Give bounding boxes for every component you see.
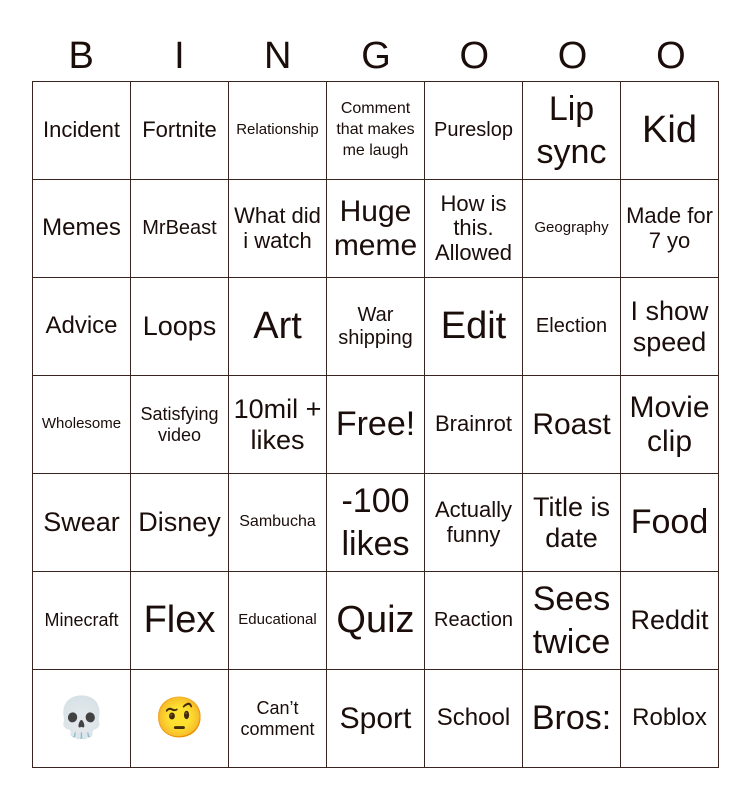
bingo-cell[interactable]: What did i watch: [229, 180, 327, 278]
header-letter: I: [174, 34, 185, 77]
bingo-cell[interactable]: 10mil + likes: [229, 376, 327, 474]
bingo-cell[interactable]: Sambucha: [229, 474, 327, 572]
bingo-cell[interactable]: Reddit: [621, 572, 719, 670]
bingo-cell[interactable]: How is this. Allowed: [425, 180, 523, 278]
bingo-cell[interactable]: Advice: [33, 278, 131, 376]
header-letter: N: [263, 34, 292, 77]
bingo-cell[interactable]: School: [425, 670, 523, 768]
header-letter: O: [459, 34, 490, 77]
bingo-cell[interactable]: Edit: [425, 278, 523, 376]
skull-icon[interactable]: 💀: [33, 670, 131, 768]
bingo-cell[interactable]: I show speed: [621, 278, 719, 376]
bingo-cell[interactable]: Actually funny: [425, 474, 523, 572]
bingo-cell[interactable]: Reaction: [425, 572, 523, 670]
bingo-cell[interactable]: Can’t comment: [229, 670, 327, 768]
bingo-cell[interactable]: Flex: [131, 572, 229, 670]
bingo-cell[interactable]: Pureslop: [425, 82, 523, 180]
header-letter: O: [656, 34, 686, 77]
header-letter: O: [557, 34, 588, 77]
bingo-cell[interactable]: Kid: [621, 82, 719, 180]
bingo-cell[interactable]: Sees twice: [523, 572, 621, 670]
bingo-cell[interactable]: Lip sync: [523, 82, 621, 180]
bingo-cell[interactable]: Wholesome: [33, 376, 131, 474]
bingo-cell[interactable]: Huge meme: [327, 180, 425, 278]
bingo-cell[interactable]: Roblox: [621, 670, 719, 768]
bingo-cell[interactable]: Brainrot: [425, 376, 523, 474]
bingo-cell[interactable]: Satisfying video: [131, 376, 229, 474]
bingo-cell[interactable]: Art: [229, 278, 327, 376]
bingo-cell[interactable]: Minecraft: [33, 572, 131, 670]
bingo-cell[interactable]: MrBeast: [131, 180, 229, 278]
bingo-cell[interactable]: Food: [621, 474, 719, 572]
bingo-cell[interactable]: Disney: [131, 474, 229, 572]
bingo-cell[interactable]: Title is date: [523, 474, 621, 572]
raised-eyebrow-icon[interactable]: 🤨: [131, 670, 229, 768]
bingo-cell[interactable]: Swear: [33, 474, 131, 572]
bingo-cell[interactable]: -100 likes: [327, 474, 425, 572]
bingo-cell[interactable]: Geography: [523, 180, 621, 278]
bingo-cell[interactable]: Relationship: [229, 82, 327, 180]
bingo-cell[interactable]: Memes: [33, 180, 131, 278]
bingo-cell[interactable]: Incident: [33, 82, 131, 180]
bingo-cell[interactable]: Made for 7 yo: [621, 180, 719, 278]
bingo-cell[interactable]: Comment that makes me laugh: [327, 82, 425, 180]
bingo-header: [32, 30, 720, 82]
header-letter: G: [361, 34, 391, 77]
bingo-cell[interactable]: Bros:: [523, 670, 621, 768]
bingo-cell[interactable]: Election: [523, 278, 621, 376]
bingo-cell[interactable]: War shipping: [327, 278, 425, 376]
bingo-cell[interactable]: Sport: [327, 670, 425, 768]
bingo-cell[interactable]: Loops: [131, 278, 229, 376]
bingo-board: [32, 81, 719, 768]
bingo-cell[interactable]: Quiz: [327, 572, 425, 670]
header-letter: B: [68, 34, 94, 77]
bingo-cell[interactable]: Educational: [229, 572, 327, 670]
bingo-cell[interactable]: Fortnite: [131, 82, 229, 180]
bingo-cell[interactable]: Roast: [523, 376, 621, 474]
bingo-cell[interactable]: Free!: [327, 376, 425, 474]
bingo-cell[interactable]: Movie clip: [621, 376, 719, 474]
